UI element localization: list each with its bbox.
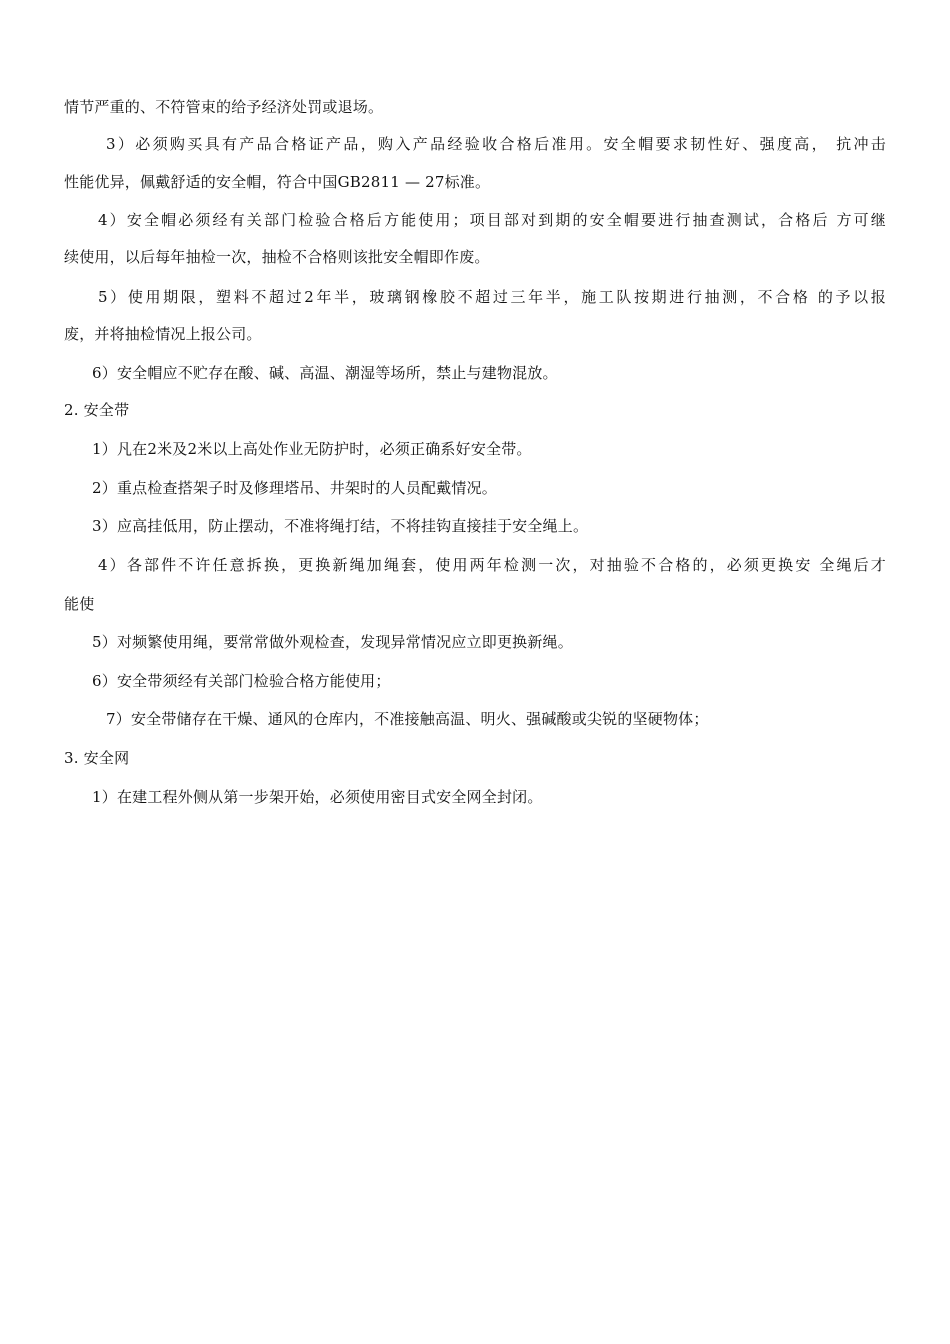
text-line: 1）凡在2米及2米以上高处作业无防护时，必须正确系好安全带。 (92, 440, 532, 458)
text-line: 5）对频繁使用绳，要常常做外观检查，发现异常情况应立即更换新绳。 (92, 633, 573, 651)
text-line: 2）重点检查搭架子时及修理塔吊、井架时的人员配戴情况。 (92, 479, 497, 497)
text-line: 7）安全带储存在干燥、通风的仓库内，不准接触高温、明火、强碱酸或尖锐的坚硬物体； (106, 710, 709, 728)
text-line: 5）使用期限，塑料不超过2年半，玻璃钢橡胶不超过三年半，施工队按期进行抽测，不合格 的予以报 (98, 288, 886, 306)
text-line: 4）各部件不许任意拆换，更换新绳加绳套，使用两年检测一次，对抽验不合格的，必须更换安 全绳后才 (98, 556, 886, 574)
section-heading: 2. 安全带 (64, 401, 130, 419)
text-line: 6）安全帽应不贮存在酸、碱、高温、潮湿等场所，禁止与建物混放。 (92, 364, 558, 382)
text-line: 性能优异，佩戴舒适的安全帽，符合中国GB2811 — 27标准。 (64, 173, 491, 191)
text-line: 情节严重的、不符管束的给予经济处罚或退场。 (64, 98, 384, 116)
text-line: 能使 (64, 595, 95, 613)
text-line: 3）必须购买具有产品合格证产品，购入产品经验收合格后准用。安全帽要求韧性好、强度高， 抗冲击 (106, 135, 886, 153)
text-line: 6）安全带须经有关部门检验合格方能使用； (92, 672, 391, 690)
text-line: 1）在建工程外侧从第一步架开始，必须使用密目式安全网全封闭。 (92, 788, 543, 806)
text-line: 4）安全帽必须经有关部门检验合格后方能使用；项目部对到期的安全帽要进行抽查测试，合格后 方可继 (98, 211, 886, 229)
text-line: 3）应高挂低用，防止摆动，不准将绳打结，不将挂钩直接挂于安全绳上。 (92, 517, 589, 535)
section-heading: 3. 安全网 (64, 749, 130, 767)
text-line: 废，并将抽检情况上报公司。 (64, 325, 262, 343)
text-line: 续使用，以后每年抽检一次，抽检不合格则该批安全帽即作废。 (64, 248, 490, 266)
